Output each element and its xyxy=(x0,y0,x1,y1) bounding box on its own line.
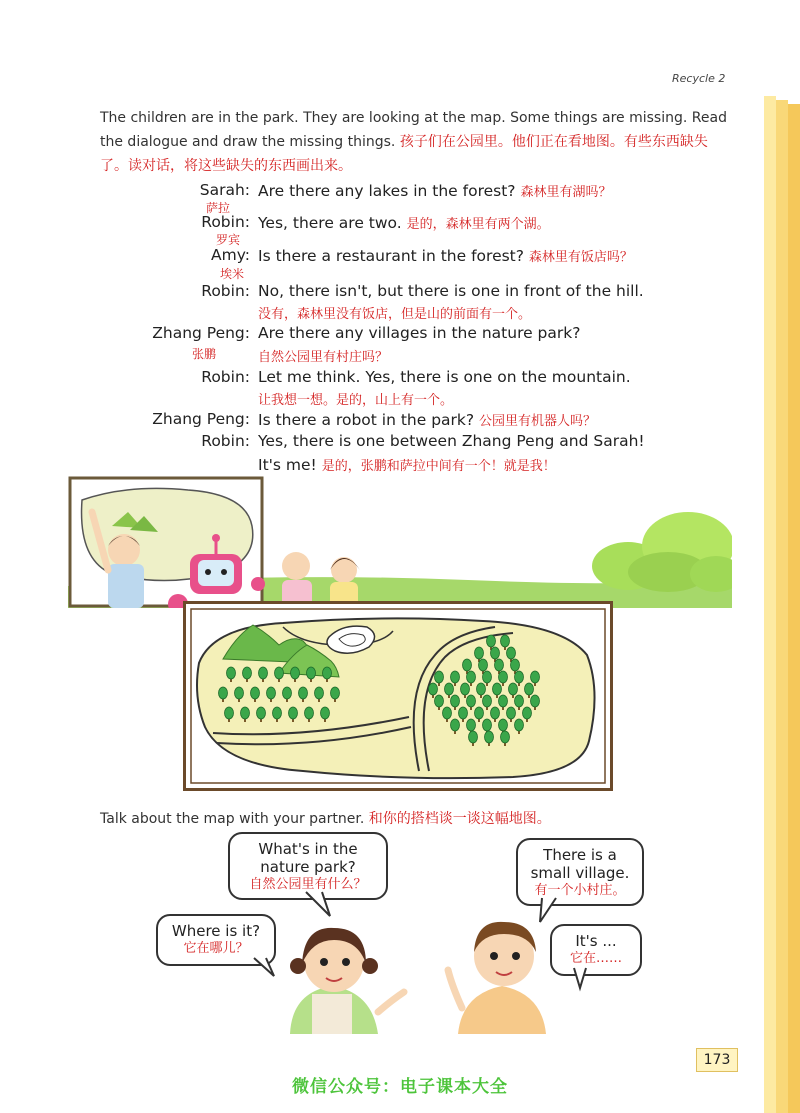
bubble-tail xyxy=(300,890,340,920)
girl-illustration xyxy=(262,922,412,1034)
speaker-amy-zh: 埃米 xyxy=(220,267,245,281)
bush-group xyxy=(592,512,732,592)
dialogue-line: Yes, there is one between Zhang Peng and Sarah! xyxy=(258,432,645,450)
speech-bubble-question: What's in the nature park? 自然公园里有什么？ xyxy=(228,832,388,900)
park-scene-illustration xyxy=(68,476,732,608)
dialogue-line-zh: 自然公园里有村庄吗？ xyxy=(258,350,389,365)
dialogue-line: Is there a robot in the park? 公园里有机器人吗？ xyxy=(258,411,597,429)
dialogue-line: Yes, there are two. 是的，森林里有两个湖。 xyxy=(258,214,550,232)
instruction-chinese: 孩子们在公园里。他们正在看地图。有些东西缺失了。读对话，将这些缺失的东西画出来。 xyxy=(100,134,708,174)
dialogue-line: Are there any lakes in the forest? 森林里有湖吗？ xyxy=(258,182,612,200)
instruction-english: The children are in the park. They are looking at the map. Some things are missing. Read the dialogue and draw the missing things. xyxy=(100,110,727,150)
speaker-robin: Robin: xyxy=(201,368,250,386)
speaker-robin: Robin: xyxy=(201,282,250,300)
dialogue-line: Let me think. Yes, there is one on the mountain. xyxy=(258,368,631,386)
speech-bubble-its: It's ... 它在…… xyxy=(550,924,642,976)
speech-bubble-answer: There is a small village. 有一个小村庄。 xyxy=(516,838,644,906)
page-number: 173 xyxy=(696,1048,738,1072)
page-edge-3 xyxy=(788,104,800,1113)
nature-park-map xyxy=(183,601,613,791)
dialogue-line: It's me! 是的，张鹏和萨拉中间有一个！就是我！ xyxy=(258,456,556,474)
speaker-robin-zh: 罗宾 xyxy=(216,233,241,247)
dialogue-line-zh: 没有，森林里没有饭店，但是山的前面有一个。 xyxy=(258,307,532,322)
dialogue-line: Are there any villages in the nature park? xyxy=(258,324,581,342)
speaker-zhang-peng: Zhang Peng: xyxy=(152,410,250,428)
speaker-sarah-zh: 萨拉 xyxy=(206,201,231,215)
talk-instruction: Talk about the map with your partner. 和你的搭档谈一谈这幅地图。 xyxy=(100,811,551,827)
speaker-zhang-peng: Zhang Peng: xyxy=(152,324,250,342)
bubble-tail xyxy=(566,966,596,992)
page-edge-2 xyxy=(776,100,788,1113)
speaker-robin: Robin: xyxy=(201,213,250,231)
speech-bubble-where: Where is it? 它在哪儿？ xyxy=(156,914,276,966)
page-edge-1 xyxy=(764,96,776,1113)
boy-illustration xyxy=(438,912,568,1034)
dialogue-line-zh: 让我想一想。是的，山上有一个。 xyxy=(258,393,454,408)
speaker-zhang-peng-zh: 张鹏 xyxy=(192,347,217,361)
speaker-robin: Robin: xyxy=(201,432,250,450)
instruction-paragraph xyxy=(100,106,728,178)
section-header: Recycle 2 xyxy=(672,72,726,85)
dialogue-line: Is there a restaurant in the forest? 森林里有饭店吗？ xyxy=(258,247,633,265)
footer-watermark: 微信公众号：电子课本大全 xyxy=(292,1077,508,1097)
speaker-amy: Amy: xyxy=(211,246,250,264)
dialogue-line: No, there isn't, but there is one in front of the hill. xyxy=(258,282,644,300)
speaker-sarah: Sarah: xyxy=(199,181,250,199)
